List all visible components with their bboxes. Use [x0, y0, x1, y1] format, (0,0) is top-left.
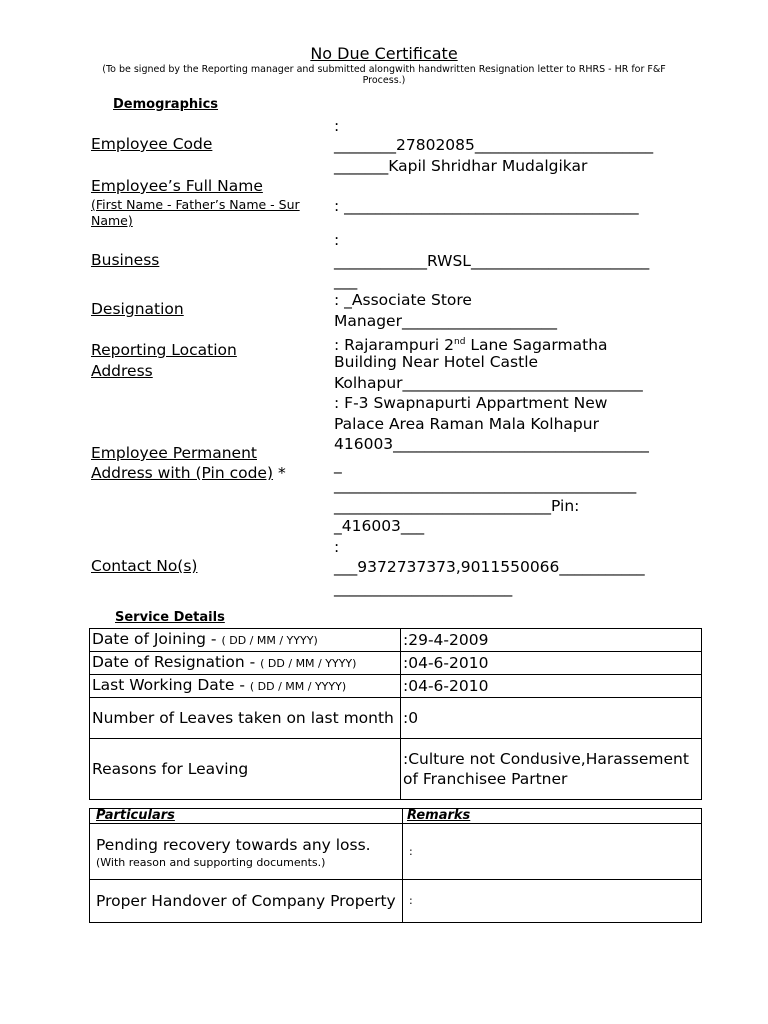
- reporting-location-label-line-2: Address: [91, 362, 153, 380]
- business-value: ____________RWSL_______________________: [334, 252, 650, 270]
- service-label-cell: Reasons for Leaving: [90, 739, 401, 800]
- full-name-label: Employee’s Full Name: [91, 177, 263, 195]
- service-label-cell: Date of Joining - ( DD / MM / YYYY): [90, 629, 401, 652]
- service-label-cell: Number of Leaves taken on last month: [90, 698, 401, 739]
- date-of-joining-value: :29-4-2009: [401, 629, 702, 652]
- employee-code-label: Employee Code: [91, 135, 213, 153]
- permanent-address-value-line-5: _______________________________________: [334, 476, 637, 494]
- service-details-table: [89, 628, 702, 800]
- table-row: [90, 824, 702, 880]
- pin-code-value: _416003___: [334, 517, 425, 535]
- reporting-location-label: Reporting Location: [91, 341, 237, 359]
- remark-cell: :: [403, 880, 702, 923]
- service-details-heading: Service Details: [115, 610, 225, 625]
- employee-code-colon: :: [334, 117, 340, 135]
- last-working-date-value: :04-6-2010: [401, 675, 702, 698]
- particular-note: (With reason and supporting documents.): [96, 855, 326, 869]
- remark-cell: :: [403, 824, 702, 880]
- remarks-column-header: Remarks: [403, 809, 702, 824]
- reporting-location-value-line-2: Building Near Hotel Castle: [334, 353, 539, 371]
- reasons-for-leaving-value: :Culture not Condusive,Harassement of Franchisee Partner: [401, 739, 702, 800]
- business-label: Business: [91, 251, 160, 269]
- permanent-address-value: : F-3 Swapnapurti Appartment New: [334, 394, 608, 412]
- table-header-row: [90, 809, 702, 824]
- table-row: [90, 880, 702, 923]
- table-row: [90, 675, 702, 698]
- business-value-line-2: ___: [334, 272, 358, 290]
- date-of-resignation-value: :04-6-2010: [401, 652, 702, 675]
- designation-value-line-2: Manager____________________: [334, 312, 557, 330]
- particular-cell: Proper Handover of Company Property: [90, 880, 403, 923]
- particular-label: Pending recovery towards any loss.: [96, 835, 371, 854]
- table-row: [90, 652, 702, 675]
- particulars-table: [89, 808, 702, 923]
- service-label-cell: Date of Resignation - ( DD / MM / YYYY): [90, 652, 401, 675]
- reporting-location-value-line-3: Kolhapur_______________________________: [334, 374, 643, 392]
- demographics-heading: Demographics: [113, 97, 219, 112]
- business-colon: :: [334, 231, 340, 249]
- designation-label: Designation: [91, 300, 184, 318]
- table-row: [90, 629, 702, 652]
- table-row: [90, 698, 702, 739]
- table-row: [90, 739, 702, 800]
- permanent-address-label-line-2: Address with (Pin code) *: [91, 464, 286, 482]
- full-name-note: (First Name - Father’s Name - Sur Name): [91, 197, 300, 228]
- full-name-value-line-2: : ______________________________________: [334, 197, 639, 215]
- permanent-address-value-line-3: 416003_________________________________: [334, 435, 649, 453]
- permanent-address-value-line-2: Palace Area Raman Mala Kolhapur: [334, 415, 599, 433]
- employee-code-value: ________27802085_______________________: [334, 136, 654, 154]
- reporting-location-value: : Rajarampuri 2nd Lane Sagarmatha: [334, 336, 608, 355]
- page-subtitle: (To be signed by the Reporting manager and submitted alongwith handwritten Resignation letter to RHRS - HR for F&F Process.): [102, 64, 666, 86]
- contact-value-line-2: _______________________: [334, 579, 513, 597]
- permanent-address-label: Employee Permanent: [91, 444, 257, 462]
- full-name-value: _______Kapil Shridhar Mudalgikar: [334, 157, 588, 175]
- contact-colon: :: [334, 538, 340, 556]
- required-asterisk: *: [277, 464, 286, 482]
- permanent-address-value-line-4: _: [334, 456, 342, 474]
- designation-value: : _Associate Store: [334, 291, 472, 309]
- service-label-cell: Last Working Date - ( DD / MM / YYYY): [90, 675, 401, 698]
- particular-cell: [90, 824, 403, 880]
- particulars-column-header: Particulars: [90, 809, 403, 824]
- page-title: No Due Certificate: [310, 44, 458, 63]
- contact-label: Contact No(s): [91, 557, 198, 575]
- contact-value: ___9372737373,9011550066___________: [334, 558, 645, 576]
- leaves-taken-value: :0: [401, 698, 702, 739]
- permanent-address-value-line-6: ____________________________Pin:: [334, 497, 580, 515]
